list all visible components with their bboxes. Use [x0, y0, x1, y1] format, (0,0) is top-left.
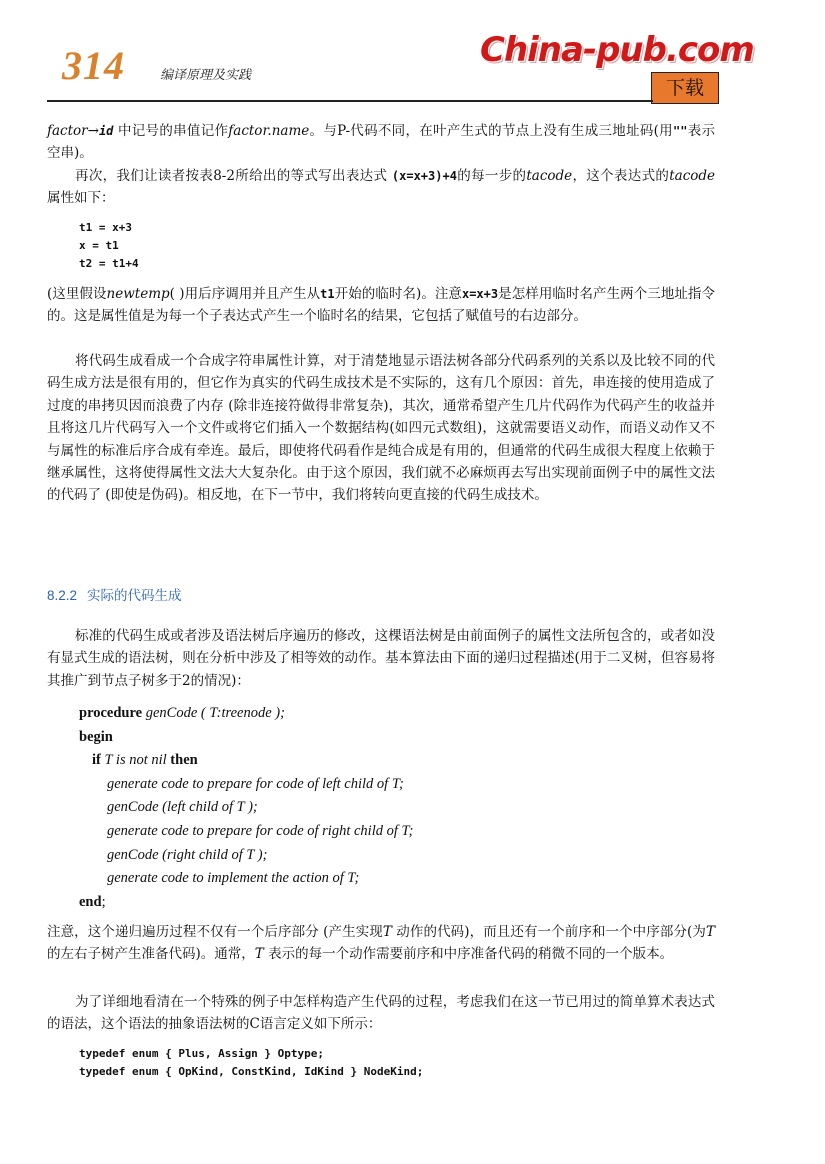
gencode-procedure: procedure genCode ( T:treenode ); begin if T is not nil then generate code to prepare for code of left child of T; genCode (left child of T ); generate code to prepare for code of right child of T; genCode (right child of T ); generate code to implement the action of T; end;: [79, 705, 414, 910]
code-block-typedef: typedef enum { Plus, Assign } Optype; typedef enum { OpKind, ConstKind, IdKind } NodeKind;: [79, 1047, 424, 1078]
paragraph-7: 为了详细地看清在一个特殊的例子中怎样构造产生代码的过程，考虑我们在这一节已用过的简单算术表达式的语法，这个语法的抽象语法树的C语言定义如下所示：: [47, 994, 715, 1033]
section-heading: 8.2.2 实际的代码生成: [47, 588, 182, 603]
code-block-tacode: t1 = x+3 x = t1 t2 = t1+4: [79, 221, 139, 270]
paragraph-4: 将代码生成看成一个合成字符串属性计算，对于清楚地显示语法树各部分代码系列的关系以及比较不同的代码生成方法是很有用的，但它作为真实的代码生成技术是不实际的，这有几个原因：首先，串连接的使用造成了过度的串拷贝因而浪费了内存 (除非连接符做得非常复杂)，其次，通常希望产生几片代码作为代码产生的收益并且将这几片代码写入一个文件或将它们插入一个数据结构(如四元式数组)，这就需要语义动作，而语义动作又不与属性的标准后序合成有牵连。最后，即使将代码看作是纯合成是有用的，但通常的代码生成很大程度上依赖于继承属性，这将使得属性文法大大复杂化。由于这个原因，我们就不必麻烦再去写出实现前面例子中的属性文法的代码了 (即使是伪码)。相反地，在下一节中，我们将转向更直接的代码生成技术。: [47, 353, 715, 504]
paragraph-3: (这里假设newtemp( )用后序调用并且产生从t1开始的临时名)。注意x=x+3是怎样用临时名产生两个三地址指令的。这是属性值是为每一个子表达式产生一个临时名的结果，它包括了赋值号的右边部分。: [47, 286, 715, 325]
header-rule: [47, 100, 653, 102]
download-button[interactable]: 下载: [651, 72, 719, 104]
china-pub-logo[interactable]: China-pub.com: [480, 30, 754, 70]
paragraph-5: 标准的代码生成或者涉及语法树后序遍历的修改，这棵语法树是由前面例子的属性文法所包含的，或者如没有显式生成的语法树，则在分析中涉及了相等效的动作。基本算法由下面的递归过程描述(用于二叉树，但容易将其推广到节点子树多于2的情况)：: [47, 628, 715, 689]
page-number: 314: [62, 43, 125, 88]
paragraph-6: 注意，这个递归遍历过程不仅有一个后序部分 (产生实现T 动作的代码)，而且还有一个前序和一个中序部分(为T 的左右子树产生准备代码)。通常，T 表示的每一个动作需要前序和中序准备代码的稍微不同的一个版本。: [47, 924, 716, 963]
paragraph-1: factor→id 中记号的串值记作factor.name。与P-代码不同，在叶产生式的节点上没有生成三地址码(用""表示空串)。: [47, 123, 715, 162]
book-title: 编译原理及实践: [160, 68, 252, 83]
paragraph-2: 再次，我们让读者按表8-2所给出的等式写出表达式 (x=x+3)+4的每一步的tacode，这个表达式的tacode属性如下：: [47, 168, 716, 207]
